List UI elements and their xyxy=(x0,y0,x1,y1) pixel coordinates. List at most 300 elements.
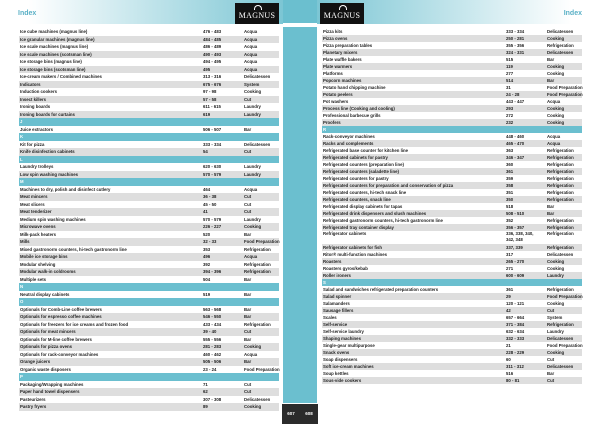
section-letter: M xyxy=(20,179,24,184)
index-row xyxy=(322,251,582,258)
entry-category: Laundry xyxy=(244,216,261,222)
entry-category: Refrigeration xyxy=(547,183,574,188)
index-row xyxy=(322,349,582,356)
entry-name: Pizza preparation tables xyxy=(323,43,373,48)
entry-category: Cooking xyxy=(244,344,262,349)
entry-name: Refrigerated drink dispensers and slush machines xyxy=(323,211,427,216)
entry-category: Laundry xyxy=(244,111,261,117)
entry-name: Professional barbecue grills xyxy=(323,113,381,118)
entry-category: Acqua xyxy=(244,254,258,259)
entry-category: Delicatessen xyxy=(244,141,271,147)
entry-pages: 60 xyxy=(506,357,511,362)
entry-name: Neutral display cabinets xyxy=(20,291,70,297)
entry-pages: 226 - 227 xyxy=(203,224,222,229)
entry-name: Popcorn machines xyxy=(323,78,362,83)
entry-name: Meat tenderizer xyxy=(20,209,52,214)
entry-category: Acqua xyxy=(244,59,258,64)
index-row xyxy=(322,98,582,105)
index-row xyxy=(19,73,279,81)
entry-pages: 465 - 470 xyxy=(506,141,525,146)
entry-pages: 36 - 38 xyxy=(203,194,217,199)
entry-category: Cooking xyxy=(547,259,565,264)
entry-category: Acqua xyxy=(244,66,258,72)
entry-pages: 41 xyxy=(203,209,208,214)
index-row xyxy=(322,49,582,56)
entry-name: Insect killers xyxy=(20,96,47,102)
index-row xyxy=(19,58,279,66)
index-table xyxy=(322,28,582,384)
index-row xyxy=(19,141,279,149)
index-row xyxy=(19,328,279,336)
magnus-logo: MAGNUS xyxy=(235,3,279,24)
index-row xyxy=(19,163,279,171)
index-row xyxy=(322,105,582,112)
entry-category: Laundry xyxy=(547,273,564,278)
entry-pages: 443 - 447 xyxy=(506,99,525,104)
entry-category: Refrigeration xyxy=(244,321,271,327)
entry-pages: 632 - 634 xyxy=(506,329,525,334)
entry-name: Juice extractors xyxy=(20,126,53,132)
index-row xyxy=(19,208,279,216)
index-row xyxy=(19,268,279,276)
entry-name: Rack-conveyor machines xyxy=(323,134,375,139)
side-tab xyxy=(283,27,300,403)
entry-name: Refrigerated gastronorm counters, hi-tech gastronorm line xyxy=(323,218,443,223)
entry-category: Laundry xyxy=(244,164,261,169)
index-row xyxy=(19,358,279,366)
index-row xyxy=(19,186,279,194)
entry-pages: 250 - 281 xyxy=(506,36,525,41)
index-row xyxy=(322,300,582,307)
index-row xyxy=(322,196,582,203)
entry-pages: 476 - 483 xyxy=(203,29,222,34)
entry-name: Plate warmers xyxy=(323,64,353,69)
index-row xyxy=(19,96,279,104)
entry-pages: 620 - 630 xyxy=(203,164,222,169)
entry-category: Food Preparation xyxy=(547,85,583,90)
entry-name: Shaping machines xyxy=(323,336,361,341)
index-row xyxy=(19,313,279,321)
entry-pages: 360 xyxy=(506,162,514,167)
index-row xyxy=(322,189,582,196)
index-row xyxy=(322,35,582,42)
entry-pages: 119 xyxy=(506,64,513,69)
entry-category: Delicatessen xyxy=(244,396,271,402)
entry-category: System xyxy=(547,315,563,320)
entry-category: Bar xyxy=(244,126,252,132)
index-row xyxy=(19,171,279,179)
entry-pages: 490 - 493 xyxy=(203,51,222,57)
entry-pages: 336, 338, 340, 342, 348 xyxy=(506,231,534,242)
entry-name: Pastry fryers xyxy=(20,404,47,409)
index-row xyxy=(322,314,582,321)
index-row xyxy=(322,265,582,272)
entry-name: Refrigerated counters for pastry xyxy=(323,176,389,181)
entry-category: Refrigeration xyxy=(547,322,574,327)
entry-name: Optionals for meat mincers xyxy=(20,329,76,334)
entry-category: System xyxy=(244,81,260,87)
entry-name: Ironing boards for curtains xyxy=(20,111,75,117)
entry-name: Sausage fillers xyxy=(323,308,354,313)
entry-category: Refrigeration xyxy=(244,246,271,252)
entry-pages: 29 xyxy=(506,294,511,299)
entry-pages: 358 xyxy=(506,183,514,188)
side-tab xyxy=(300,0,317,23)
entry-pages: 363 xyxy=(506,148,514,153)
page-number: 607 xyxy=(282,404,300,424)
entry-name: Self-service laundry xyxy=(323,329,364,334)
entry-pages: 355 - 356 xyxy=(506,43,525,48)
entry-name: Milk-pack heaters xyxy=(20,231,57,237)
entry-name: Medium spin washing machines xyxy=(20,216,86,222)
entry-pages: 71 xyxy=(203,381,208,387)
entry-category: Cooking xyxy=(547,120,565,125)
index-row xyxy=(322,224,582,231)
entry-name: Refrigerated counters, snack line xyxy=(323,197,391,202)
entry-name: Process line (Cooking and cooling) xyxy=(323,106,395,111)
entry-name: Refrigerated counters (saladette line) xyxy=(323,169,399,174)
section-header xyxy=(19,156,279,164)
entry-name: Mixed gastronorm counters, hi-tech gastronorm line xyxy=(20,246,127,252)
entry-category: Food Preparation xyxy=(547,294,583,299)
entry-name: Single-gear multipurpose xyxy=(323,343,375,348)
entry-name: Knife disinfection cabinets xyxy=(20,149,75,154)
entry-name: Salad spinner xyxy=(323,294,352,299)
section-letter: R xyxy=(323,127,327,132)
entry-category: Cooking xyxy=(547,106,565,111)
index-row xyxy=(322,161,582,168)
entry-name: Sous-vide cookers xyxy=(323,378,362,383)
index-row xyxy=(322,175,582,182)
entry-category: Delicatessen xyxy=(547,29,574,34)
entry-name: Paper hand towel dispensers xyxy=(20,389,80,394)
entry-pages: 506 - 507 xyxy=(203,126,222,132)
entry-pages: 21 xyxy=(506,343,511,348)
entry-pages: 356 - 357 xyxy=(506,225,525,230)
section-header xyxy=(19,133,279,141)
entry-pages: 265 - 270 xyxy=(506,259,525,264)
index-row xyxy=(322,42,582,49)
section-letter: J xyxy=(20,119,23,124)
entry-name: Optionals for espresso coffee machines xyxy=(20,314,102,319)
entry-category: Laundry xyxy=(547,329,564,334)
index-row xyxy=(19,103,279,111)
entry-pages: 350 xyxy=(506,197,514,202)
index-row xyxy=(19,28,279,36)
entry-category: Bar xyxy=(244,336,252,342)
index-row xyxy=(322,293,582,300)
entry-pages: 546 - 550 xyxy=(203,314,222,319)
entry-pages: 516 xyxy=(506,371,514,376)
magnus-logo: MAGNUS xyxy=(320,3,364,24)
index-row xyxy=(322,147,582,154)
index-row xyxy=(19,201,279,209)
entry-category: Cooking xyxy=(244,224,262,229)
entry-name: Kit for pizza xyxy=(20,141,45,147)
index-row xyxy=(322,119,582,126)
entry-name: Optionals for Comb-Line coffee brewers xyxy=(20,306,102,312)
entry-category: Cooking xyxy=(547,301,565,306)
entry-pages: 45 - 50 xyxy=(203,201,217,207)
section-header xyxy=(19,283,279,291)
entry-name: Low spin washing machines xyxy=(20,171,79,177)
section-letter: L xyxy=(20,156,23,162)
entry-name: Optionals for M-line coffee brewers xyxy=(20,336,92,342)
index-row xyxy=(322,244,582,251)
entry-pages: 333 - 334 xyxy=(506,29,525,34)
entry-category: Bar xyxy=(547,371,555,376)
entry-category: Food Preparation xyxy=(244,366,280,372)
index-row xyxy=(322,307,582,314)
entry-category: Cooking xyxy=(244,404,262,409)
index-row xyxy=(19,36,279,44)
entry-pages: 515 xyxy=(506,57,514,62)
entry-name: Optionals for pizza ovens xyxy=(20,344,73,349)
entry-name: Optionals for rack-conveyor machines xyxy=(20,351,99,357)
entry-pages: 23 - 24 xyxy=(203,366,217,372)
entry-pages: 307 - 308 xyxy=(203,396,222,402)
entry-pages: 281 - 283 xyxy=(203,344,222,349)
side-tab xyxy=(283,0,300,23)
index-row xyxy=(19,343,279,351)
entry-category: Acqua xyxy=(244,36,258,42)
entry-pages: 313 - 316 xyxy=(203,74,222,79)
index-row xyxy=(322,168,582,175)
entry-category: Bar xyxy=(244,314,252,319)
entry-name: Scales xyxy=(323,315,337,320)
entry-pages: 31 xyxy=(506,85,511,90)
entry-name: Microwave ovens xyxy=(20,224,56,229)
entry-category: Refrigeration xyxy=(547,231,574,236)
entry-pages: 619 xyxy=(203,111,211,117)
page-number: 608 xyxy=(300,404,318,424)
section-header xyxy=(19,298,279,306)
index-row xyxy=(322,84,582,91)
entry-name: Soap dispensers xyxy=(323,357,358,362)
entry-pages: 42 xyxy=(506,308,511,313)
entry-category: Cut xyxy=(244,389,252,394)
entry-category: Food Preparation xyxy=(244,239,280,244)
section-header xyxy=(322,279,582,286)
entry-name: Laundry trolleys xyxy=(20,164,54,169)
entry-name: Ice storage bins (magnus line) xyxy=(20,59,82,64)
index-row xyxy=(19,246,279,254)
entry-pages: 359 xyxy=(506,176,514,181)
index-row xyxy=(322,217,582,224)
entry-category: Cut xyxy=(547,378,555,383)
entry-category: Acqua xyxy=(244,186,258,192)
entry-category: Refrigeration xyxy=(547,225,574,230)
entry-name: Induction cookers xyxy=(20,89,58,94)
entry-name: Orange juicers xyxy=(20,359,51,364)
entry-name: Ice granular machines (magnus line) xyxy=(20,36,95,42)
entry-category: Food Preparation xyxy=(547,92,583,97)
index-row xyxy=(322,112,582,119)
index-row xyxy=(322,356,582,363)
index-row xyxy=(19,351,279,359)
entry-name: Refrigerator cabinets for fish xyxy=(323,245,382,250)
index-row xyxy=(19,148,279,156)
entry-category: Cut xyxy=(244,209,252,214)
entry-category: Delicatessen xyxy=(547,252,574,257)
entry-pages: 448 - 460 xyxy=(506,134,525,139)
entry-pages: 570 - 579 xyxy=(203,216,222,222)
entry-category: Refrigeration xyxy=(244,269,271,274)
entry-category: Cooking xyxy=(547,36,565,41)
index-row xyxy=(322,182,582,189)
entry-category: Cooking xyxy=(547,71,565,76)
entry-pages: 39 - 40 xyxy=(203,329,217,334)
index-row xyxy=(322,258,582,265)
entry-name: Refrigerated tray container display xyxy=(323,225,394,230)
entry-name: Self-service xyxy=(323,322,348,327)
index-row xyxy=(19,238,279,246)
entry-name: Refrigerated counters for preparation and conservation of pizza xyxy=(323,183,454,188)
entry-pages: 505 - 506 xyxy=(203,359,222,364)
entry-pages: 333 - 334 xyxy=(203,141,222,147)
entry-name: Plate waffle bakers xyxy=(323,57,362,62)
entry-pages: 486 - 489 xyxy=(203,44,222,49)
entry-category: Bar xyxy=(244,276,252,282)
entry-category: Bar xyxy=(547,78,555,83)
entry-name: Ice scale machines (scotsman line) xyxy=(20,51,92,57)
index-row xyxy=(19,381,279,389)
entry-pages: 277 xyxy=(506,71,514,76)
section-letter: O xyxy=(20,299,24,304)
index-row xyxy=(19,231,279,239)
index-row xyxy=(19,193,279,201)
index-row xyxy=(322,56,582,63)
index-row xyxy=(322,203,582,210)
entry-pages: 514 xyxy=(506,78,514,83)
entry-category: Acqua xyxy=(547,134,561,139)
entry-name: Soup kettles xyxy=(323,371,349,376)
index-row xyxy=(19,306,279,314)
entry-name: Ice cube machines (magnus line) xyxy=(20,29,88,34)
entry-category: Bar xyxy=(244,306,252,312)
entry-pages: 32 - 33 xyxy=(203,239,217,244)
entry-name: Roller ironers xyxy=(323,273,351,278)
entry-pages: 496 xyxy=(203,254,211,259)
entry-name: Modular shelving xyxy=(20,261,56,267)
index-row xyxy=(322,363,582,370)
index-row xyxy=(322,370,582,377)
entry-category: Refrigeration xyxy=(547,169,574,174)
index-row xyxy=(19,253,279,261)
entry-category: Food Preparation xyxy=(547,343,583,348)
entry-pages: 80 - 81 xyxy=(506,378,520,383)
index-row xyxy=(19,388,279,396)
entry-category: Refrigeration xyxy=(547,162,574,167)
entry-category: Bar xyxy=(244,291,252,297)
entry-pages: 272 xyxy=(506,113,514,118)
entry-pages: 271 xyxy=(506,266,514,271)
index-row xyxy=(322,91,582,98)
entry-pages: 371 - 384 xyxy=(506,322,525,327)
entry-category: Cut xyxy=(547,308,555,313)
entry-category: Delicatessen xyxy=(547,364,574,369)
entry-name: Refrigerated display cabinets for tapas xyxy=(323,204,403,209)
page-title: Index xyxy=(563,10,582,17)
entry-category: Cut xyxy=(244,149,252,154)
entry-category: Bar xyxy=(547,211,555,216)
entry-name: Refrigerated base counter for kitchen line xyxy=(323,148,409,153)
entry-category: Bar xyxy=(244,359,252,364)
entry-name: Salamanders xyxy=(323,301,350,306)
entry-name: Mobile ice storage bins xyxy=(20,254,68,259)
entry-pages: 24 - 28 xyxy=(506,92,520,97)
entry-name: Pizza ovens xyxy=(323,36,348,41)
entry-pages: 337, 339 xyxy=(506,245,523,250)
entry-pages: 555 - 556 xyxy=(203,336,222,342)
entry-category: Cut xyxy=(244,201,252,207)
entry-pages: 519 xyxy=(203,291,211,297)
index-row xyxy=(322,377,582,384)
index-row xyxy=(19,396,279,404)
entry-name: Modular walk-in coldrooms xyxy=(20,269,76,274)
entry-category: Refrigeration xyxy=(547,197,574,202)
entry-pages: 97 - 98 xyxy=(203,89,217,94)
entry-pages: 563 - 568 xyxy=(203,306,222,312)
entry-pages: 675 - 676 xyxy=(203,81,222,87)
entry-name: Platforms xyxy=(323,71,343,76)
entry-pages: 346 - 347 xyxy=(506,155,525,160)
entry-category: Acqua xyxy=(244,351,258,357)
page-title: Index xyxy=(18,10,37,17)
entry-category: Refrigeration xyxy=(547,155,574,160)
index-row xyxy=(322,335,582,342)
section-header xyxy=(19,373,279,381)
entry-pages: 484 - 485 xyxy=(203,36,222,42)
index-row xyxy=(322,77,582,84)
entry-pages: 392 xyxy=(203,261,211,267)
entry-pages: 89 xyxy=(203,404,208,409)
section-letter: S xyxy=(323,280,326,285)
entry-pages: 657 - 664 xyxy=(506,315,525,320)
index-row xyxy=(19,111,279,119)
index-row xyxy=(19,81,279,89)
entry-category: Delicatessen xyxy=(244,74,271,79)
section-letter: K xyxy=(20,134,24,139)
index-row xyxy=(322,133,582,140)
entry-name: Indicators xyxy=(20,81,41,87)
entry-category: Refrigeration xyxy=(547,43,574,48)
entry-category: Cut xyxy=(547,357,555,362)
entry-name: Refrigerated counters (preparation line) xyxy=(323,162,404,167)
entry-category: Bar xyxy=(547,57,555,62)
entry-pages: 232 xyxy=(506,120,514,125)
entry-name: Refrigerator cabinets xyxy=(323,231,367,236)
index-row xyxy=(19,403,279,411)
entry-name: Refrigerated cabinets for pastry xyxy=(323,155,388,160)
index-row xyxy=(322,272,582,279)
entry-category: Cut xyxy=(244,96,252,102)
entry-pages: 433 - 434 xyxy=(203,321,222,327)
entry-name: Organic waste disposers xyxy=(20,366,71,372)
section-letter: N xyxy=(20,284,24,289)
entry-pages: 504 xyxy=(203,276,211,282)
entry-name: Meat mincers xyxy=(20,194,48,199)
entry-pages: 352 xyxy=(506,218,514,223)
index-row xyxy=(322,328,582,335)
entry-name: Racks and complements xyxy=(323,141,374,146)
entry-name: Mills xyxy=(20,239,30,244)
entry-category: Cooking xyxy=(547,64,565,69)
entry-name: Potato peelers xyxy=(323,92,353,97)
index-row xyxy=(19,276,279,284)
entry-name: Packaging/Wrapping machines xyxy=(20,381,84,387)
entry-pages: 494 - 495 xyxy=(203,59,222,64)
